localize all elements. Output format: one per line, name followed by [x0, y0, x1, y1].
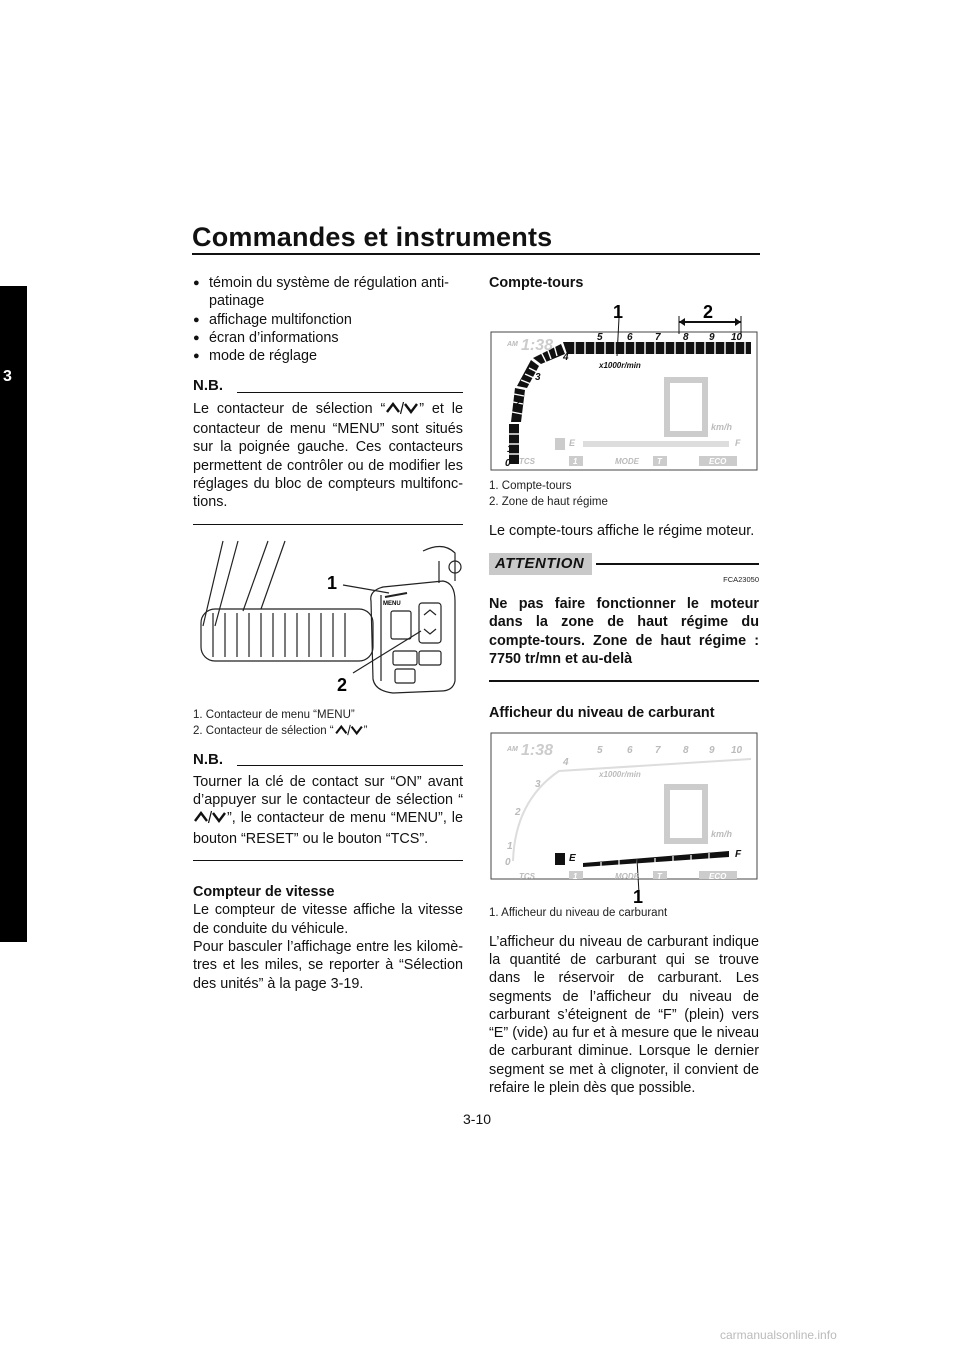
up-down-arrows-icon: [334, 724, 364, 741]
header-rule: [192, 253, 760, 255]
kmh-unit: km/h: [711, 422, 733, 433]
scale-5: 5: [597, 744, 603, 756]
attention-rule: [596, 563, 759, 565]
up-down-arrows-icon: [193, 810, 227, 829]
mode-value: T: [657, 871, 662, 881]
callout-2: 2: [337, 674, 348, 695]
footer-watermark: carmanualsonline.info: [720, 1328, 837, 1342]
rpm-unit: x1000r/min: [599, 361, 641, 371]
tcs-value: 1: [573, 871, 578, 881]
paragraph: Le compteur de vitesse affiche la vitesse de conduite du véhicule.: [193, 902, 463, 937]
note-label: N.B.: [193, 750, 223, 768]
callout-2: 2: [703, 304, 714, 323]
note-end-rule: [193, 860, 463, 861]
meter-illustration: [489, 731, 759, 903]
section-heading: Compteur de vitesse: [193, 884, 335, 901]
figure-caption: [193, 707, 463, 741]
paragraph: Le compte-tours affiche le régime moteur.: [489, 523, 755, 540]
scale-10: 10: [731, 744, 743, 756]
list-item: ● écran d’informations: [193, 329, 463, 347]
callout-1: 1: [327, 572, 338, 593]
caption-line: 1. Compte-tours: [489, 480, 572, 493]
mode-label: MODE: [615, 871, 639, 881]
scale-6: 6: [627, 744, 633, 756]
feature-list: [193, 274, 463, 365]
meter-illustration: [489, 304, 759, 472]
left-column: [193, 274, 463, 993]
scale-2: 2: [515, 806, 521, 818]
mode-value: T: [657, 457, 662, 467]
fuel-f-label: F: [735, 848, 742, 860]
caption-line: 1. Afficheur du niveau de carburant: [489, 906, 668, 919]
am-indicator: AM: [507, 745, 518, 753]
caption-line: 2. Zone de haut régime: [489, 496, 608, 509]
tcs-label: TCS: [519, 871, 535, 881]
scale-8: 8: [683, 744, 689, 756]
handlebar-switch-figure: [193, 531, 463, 701]
scale-8: 8: [683, 332, 689, 344]
clock-readout: 1:38: [521, 741, 554, 759]
note-header: [193, 377, 463, 395]
menu-switch-label: MENU: [383, 600, 401, 607]
fuel-f-label: F: [735, 438, 741, 449]
kmh-unit: km/h: [711, 828, 733, 839]
right-column: [489, 274, 759, 1097]
tachometer-figure: [489, 304, 759, 472]
caption-line: 1. Contacteur de menu “MENU”: [193, 708, 355, 721]
scale-7: 7: [655, 744, 661, 756]
fuel-gauge-figure: [489, 731, 759, 903]
clock-readout: 1:38: [521, 337, 554, 355]
note-end-rule: [193, 524, 463, 525]
section-heading: Compte-tours: [489, 275, 584, 291]
scale-4: 4: [563, 756, 569, 768]
figure-caption: [489, 478, 759, 510]
scale-0: 0: [505, 458, 511, 470]
scale-0: 0: [505, 856, 511, 868]
note-header: [193, 751, 463, 769]
callout-1: 1: [613, 304, 624, 323]
scale-6: 6: [627, 332, 633, 344]
note-text: Tourner la clé de contact sur “ON” avant d’appuyer sur le contacteur de sélection “”, le contacteur de menu “MENU”, le bouton “RESET” ou le bouton “TCS”.: [193, 773, 463, 847]
section-heading: Afficheur du niveau de carburant: [489, 705, 715, 722]
tcs-value: 1: [573, 457, 578, 467]
scale-3: 3: [535, 372, 541, 384]
note-label: N.B.: [193, 377, 223, 395]
caption-line: 2. Contacteur de sélection “ ”: [193, 723, 463, 741]
page-number: 3-10: [463, 1111, 492, 1127]
eco-indicator: ECO: [709, 871, 727, 881]
figure-caption: [489, 905, 759, 921]
fuel-e-label: E: [569, 852, 576, 864]
attention-text: Ne pas faire fonctionner le moteur dans la zone de haut régime du compte-tours. Zone de haut régime : 7750 tr/mn et au-delà: [489, 596, 759, 668]
list-item: ● mode de réglage: [193, 347, 463, 365]
handlebar-switch-illustration: [193, 531, 463, 701]
scale-9: 9: [709, 332, 715, 344]
scale-1: 1: [507, 840, 513, 852]
paragraph: Pour basculer l’affichage entre les kilomè-tres et les miles, se reporter à “Sélection des unités” à la page 3-19.: [193, 938, 463, 992]
note-text: Le contacteur de sélection “ ” et le contacteur de menu “MENU” sont situés sur la poignée gauche. Ces contacteurs permettent de contrôler ou de modifier les réglages du bloc de compteurs multifonc-tions.: [193, 400, 463, 511]
list-item: ● témoin du système de régulation anti-patinage: [193, 274, 463, 311]
page-title: Commandes et instruments: [192, 222, 553, 252]
rpm-unit: x1000r/min: [599, 769, 641, 779]
up-down-arrows-icon: [385, 401, 419, 420]
reference-code: FCA23050: [723, 574, 759, 584]
attention-end-rule: [489, 680, 759, 682]
note-rule: [237, 765, 463, 766]
callout-1: 1: [633, 886, 644, 903]
scale-1: 1: [507, 444, 513, 456]
chapter-number: 3: [3, 368, 12, 385]
scale-7: 7: [655, 332, 661, 344]
am-indicator: AM: [507, 341, 518, 349]
scale-10: 10: [731, 332, 743, 344]
mode-label: MODE: [615, 457, 639, 467]
scale-5: 5: [597, 332, 603, 344]
eco-indicator: ECO: [709, 457, 727, 467]
scale-3: 3: [535, 778, 541, 790]
scale-4: 4: [563, 352, 569, 364]
scale-2: 2: [515, 398, 521, 410]
attention-label: ATTENTION: [489, 553, 592, 575]
scale-9: 9: [709, 744, 715, 756]
fuel-e-label: E: [569, 438, 576, 449]
paragraph: L’afficheur du niveau de carburant indique la quantité de carburant qui se trouve dans le réservoir de carburant. Les segments de l’afficheur du niveau de carburant s’éteignent de “F” (plein) vers “E” (vide) au fur et à mesure que le niveau de carburant diminue. Lorsque le dernier segment se met à clignoter, il convient de refaire le plein dès que possible.: [489, 933, 759, 1097]
tcs-label: TCS: [519, 457, 535, 467]
list-item: ● affichage multifonction: [193, 311, 463, 329]
note-rule: [237, 392, 463, 393]
